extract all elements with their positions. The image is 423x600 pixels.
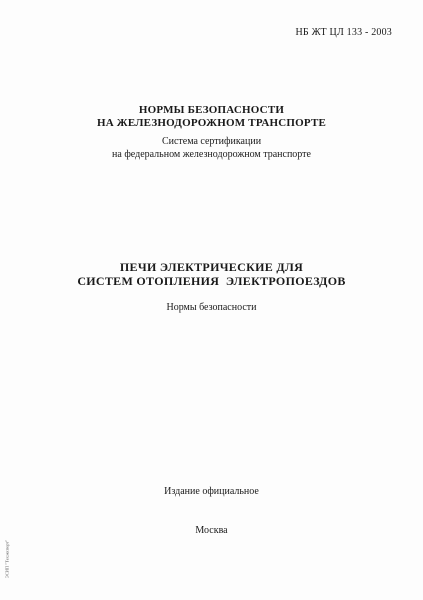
publication-city: Москва [195,525,228,536]
certification-line-1: Система сертификации [161,136,262,147]
side-stamp-text: ЭСИП "Техэксперт" [4,539,10,579]
norms-heading-line-2: НА ЖЕЛЕЗНОДОРОЖНОМ ТРАНСПОРТЕ [96,117,327,129]
edition-note: Издание официальное [164,486,259,497]
norms-heading-line-1: НОРМЫ БЕЗОПАСНОСТИ [138,104,285,116]
certification-system [0,135,423,161]
norms-heading [0,104,423,130]
title-line-2: СИСТЕМ ОТОПЛЕНИЯ ЭЛЕКТРОПОЕЗДОВ [77,274,346,288]
document-title [0,260,423,288]
side-stamp [2,524,12,594]
document-subtitle: Нормы безопасности [166,302,257,313]
certification-line-2: на федеральном железнодорожном транспорте [112,149,311,160]
title-line-1: ПЕЧИ ЭЛЕКТРИЧЕСКИЕ ДЛЯ [119,260,304,274]
document-code: НБ ЖТ ЦЛ 133 - 2003 [295,27,392,38]
